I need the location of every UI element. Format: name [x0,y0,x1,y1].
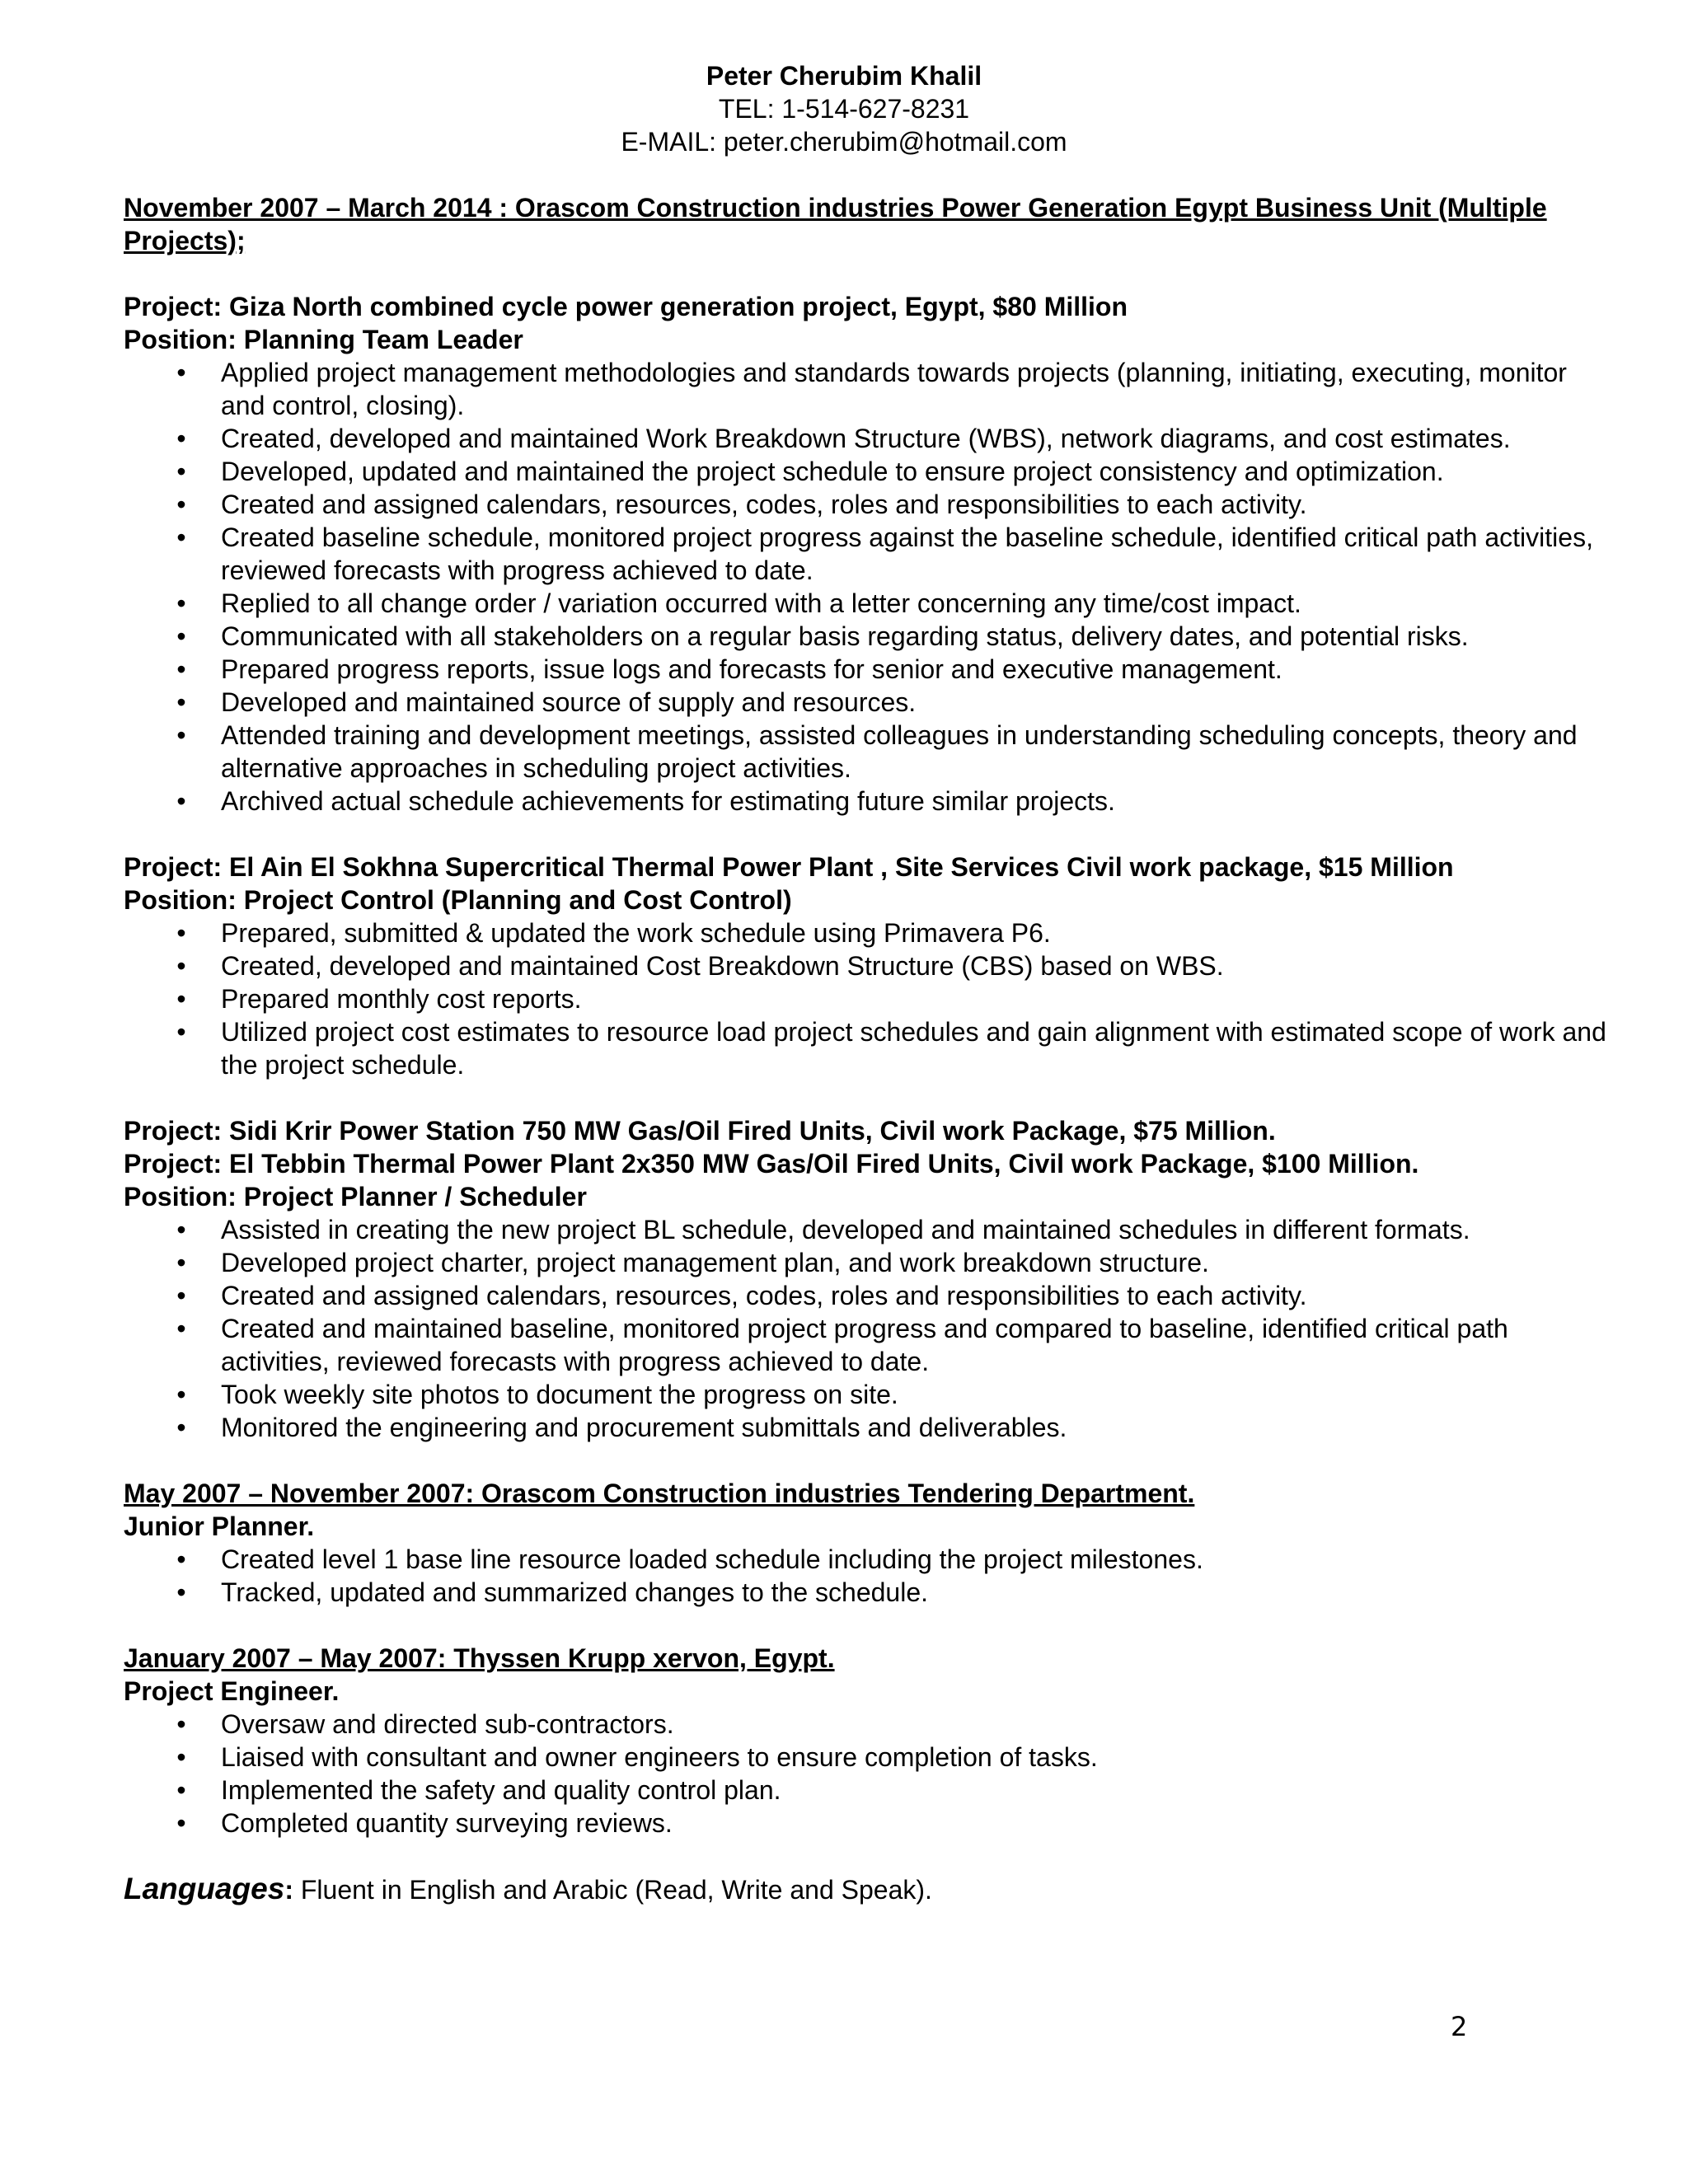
languages-colon: : [284,1875,293,1905]
bullet-icon: • [176,490,186,519]
bullet-icon: • [176,358,186,387]
phone-number: TEL: 1-514-627-8231 [718,94,970,124]
position-title-project-engineer: Project Engineer. [124,1676,340,1706]
bullet-icon: • [176,654,186,684]
section-title-orascom-tendering: May 2007 – November 2007: Orascom Construction industries Tendering Department. [124,1479,1195,1508]
bullet-icon: • [176,951,186,981]
list-item: • Developed, updated and maintained the project schedule to ensure project consistency and optimization. [124,455,1615,488]
bullet-icon: • [176,1808,186,1838]
bullet-icon: • [176,1248,186,1277]
position-title-junior-planner: Junior Planner. [124,1511,315,1541]
bullet-list-giza-north [124,356,1615,818]
position-title-planning-team-leader: Position: Planning Team Leader [124,325,523,354]
languages-label: Languages [124,1872,285,1905]
list-item: • Took weekly site photos to document the progress on site. [124,1378,1615,1411]
languages-text: Fluent in English and Arabic (Read, Write and Speak). [293,1875,932,1905]
bullet-icon: • [176,621,186,651]
bullet-list-el-ain-el-sokhna [124,916,1615,1081]
list-item: • Replied to all change order / variation occurred with a letter concerning any time/cost impact. [124,587,1615,620]
list-item: • Created, developed and maintained Work Breakdown Structure (WBS), network diagrams, and cost estimates. [124,422,1615,455]
project-title-el-ain-el-sokhna: Project: El Ain El Sokhna Supercritical Thermal Power Plant , Site Services Civil work package, $15 Million [124,852,1454,882]
bullet-icon: • [176,687,186,717]
bullet-icon: • [176,1709,186,1739]
section-title-orascom-power: November 2007 – March 2014 : Orascom Construction industries Power Generation Egypt Business Unit (Multiple Projects); [124,193,1547,255]
resume-header [0,59,1688,158]
bullet-icon: • [176,1775,186,1805]
list-item: • Oversaw and directed sub-contractors. [124,1708,1615,1741]
project-title-giza-north: Project: Giza North combined cycle power generation project, Egypt, $80 Million [124,292,1128,321]
bullet-icon: • [176,523,186,552]
project-title-el-tebbin: Project: El Tebbin Thermal Power Plant 2x350 MW Gas/Oil Fired Units, Civil work Package, $100 Million. [124,1149,1419,1179]
bullet-icon: • [176,1544,186,1574]
project-title-sidi-krir: Project: Sidi Krir Power Station 750 MW Gas/Oil Fired Units, Civil work Package, $75 Million. [124,1116,1276,1146]
email-address: E-MAIL: peter.cherubim@hotmail.com [621,127,1067,157]
list-item: • Developed project charter, project management plan, and work breakdown structure. [124,1246,1615,1279]
bullet-icon: • [176,984,186,1014]
bullet-list-sidi-krir-el-tebbin [124,1213,1615,1444]
list-item: • Implemented the safety and quality control plan. [124,1774,1615,1807]
bullet-icon: • [176,918,186,948]
list-item: • Created and maintained baseline, monitored project progress and compared to baseline, identified critical path activities, reviewed forecasts with progress achieved to date. [124,1312,1615,1378]
list-item: • Liaised with consultant and owner engineers to ensure completion of tasks. [124,1741,1615,1774]
bullet-icon: • [176,1314,186,1343]
bullet-icon: • [176,1017,186,1047]
list-item: • Created, developed and maintained Cost Breakdown Structure (CBS) based on WBS. [124,949,1615,982]
section-title-thyssen-krupp: January 2007 – May 2007: Thyssen Krupp xervon, Egypt. [124,1643,835,1673]
bullet-icon: • [176,588,186,618]
list-item: • Prepared progress reports, issue logs and forecasts for senior and executive management. [124,653,1615,686]
page-number: 2 [1451,2011,1468,2042]
list-item: • Applied project management methodologies and standards towards projects (planning, initiating, executing, monitor and control, closing). [124,356,1615,422]
list-item: • Communicated with all stakeholders on a regular basis regarding status, delivery dates, and potential risks. [124,620,1615,653]
list-item: • Utilized project cost estimates to resource load project schedules and gain alignment with estimated scope of work and the project schedule. [124,1015,1615,1081]
languages-line [124,1872,1615,1906]
list-item: • Created baseline schedule, monitored project progress against the baseline schedule, identified critical path activities, reviewed forecasts with progress achieved to date. [124,521,1615,587]
candidate-name: Peter Cherubim Khalil [706,61,982,91]
bullet-icon: • [176,424,186,453]
list-item: • Created level 1 base line resource loaded schedule including the project milestones. [124,1543,1615,1576]
bullet-icon: • [176,1215,186,1244]
list-item: • Attended training and development meetings, assisted colleagues in understanding scheduling concepts, theory and alternative approaches in scheduling project activities. [124,719,1615,785]
bullet-icon: • [176,720,186,750]
bullet-icon: • [176,457,186,486]
list-item: • Assisted in creating the new project BL schedule, developed and maintained schedules in different formats. [124,1213,1615,1246]
bullet-icon: • [176,1413,186,1442]
position-title-project-control: Position: Project Control (Planning and Cost Control) [124,885,792,915]
bullet-icon: • [176,786,186,816]
list-item: • Archived actual schedule achievements for estimating future similar projects. [124,785,1615,818]
list-item: • Created and assigned calendars, resources, codes, roles and responsibilities to each activity. [124,1279,1615,1312]
list-item: • Prepared, submitted & updated the work schedule using Primavera P6. [124,916,1615,949]
bullet-list-thyssen-krupp [124,1708,1615,1840]
list-item: • Created and assigned calendars, resources, codes, roles and responsibilities to each activity. [124,488,1615,521]
bullet-icon: • [176,1742,186,1772]
list-item: • Developed and maintained source of supply and resources. [124,686,1615,719]
list-item: • Tracked, updated and summarized changes to the schedule. [124,1576,1615,1609]
resume-page [124,59,1615,1906]
bullet-icon: • [176,1380,186,1409]
list-item: • Monitored the engineering and procurement submittals and deliverables. [124,1411,1615,1444]
list-item: • Completed quantity surveying reviews. [124,1807,1615,1840]
bullet-icon: • [176,1577,186,1607]
list-item: • Prepared monthly cost reports. [124,982,1615,1015]
position-title-project-planner: Position: Project Planner / Scheduler [124,1182,587,1212]
bullet-icon: • [176,1281,186,1310]
bullet-list-tendering [124,1543,1615,1609]
